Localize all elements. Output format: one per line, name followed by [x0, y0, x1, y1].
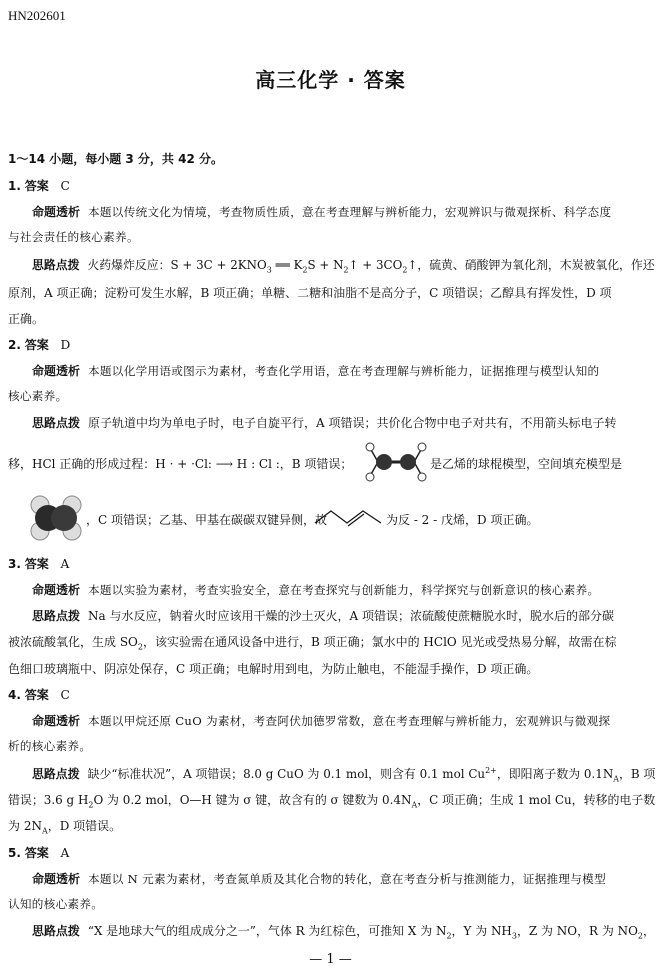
page-title: 高三化学 · 答案 — [255, 68, 406, 92]
q5-analysis-cont: 认知的核心素养。 — [8, 897, 104, 911]
q4-hint-line2: 错误；3.6 g $H_2O$ 为 0.2 mol，O—H 键为 σ 键，故含有的 σ 键数为 $0.4N_A$，C 项正确；生成 1 mol Cu，转移的电子数 — [8, 793, 656, 810]
q5-answer: 5. 答案 A — [8, 846, 70, 860]
q1-hint: 思路点拨 火药爆炸反应：$S + 3C + 2KNO_3$ ══ $K_2S$ + $N_2↑$ + $3CO_2↑$，硫黄、硝酸钾为氧化剂，木炭被氧化，作还 — [32, 258, 655, 275]
paper-code: HN202601 — [8, 8, 66, 23]
ethylene-ball-stick-model — [364, 440, 428, 484]
q4-analysis-cont: 析的核心素养。 — [8, 739, 92, 753]
q3-hint-line2: 被浓硫酸氧化，生成 $SO_2$，该实验需在通风设备中进行，B 项正确；氯水中的 HClO 见光或受热易分解，故需在棕 — [8, 635, 617, 652]
q3-hint-line3: 色细口玻璃瓶中、阴凉处保存，C 项正确；电解时用到电，为防止触电，不能湿手操作，D 项正确。 — [8, 662, 539, 676]
q2-hint-line2b: 是乙烯的球棍模型，空间填充模型是 — [430, 457, 623, 471]
q2-answer: 2. 答案 D — [8, 338, 71, 352]
q1-answer: 1. 答案 C — [8, 179, 70, 193]
q4-hint-line3: 为 $2N_A$，D 项错误。 — [8, 819, 122, 836]
q2-hint-line3a: ，C 项错误；乙基、甲基在碳碳双键异侧，故 — [86, 513, 327, 527]
q2-analysis: 命题透析 本题以化学用语或图示为素材，考查化学用语，意在考查理解与辨析能力，证据推理与模型认知的 — [32, 364, 600, 378]
q5-analysis: 命题透析 本题以 N 元素为素材，考查氮单质及其化合物的转化，意在考查分析与推测能力，证据推理与模型 — [32, 872, 606, 886]
q3-answer: 3. 答案 A — [8, 557, 70, 571]
ethylene-space-filling-model — [28, 493, 84, 543]
q1-analysis: 命题透析 本题以传统文化为情境，考查物质性质，意在考查理解与辨析能力，宏观辨识与微观探析、科学态度 — [32, 205, 612, 219]
q2-hint: 思路点拨 原子轨道中均为单电子时，电子自旋平行，A 项错误；共价化合物中电子对共有，不用箭头标电子转 — [32, 416, 617, 430]
q1-hint-line3: 正确。 — [8, 312, 45, 326]
q4-analysis: 命题透析 本题以甲烷还原 CuO 为素材，考查阿伏加德罗常数，意在考查理解与辨析能力，宏观辨识与微观探 — [32, 714, 611, 728]
q4-hint: 思路点拨 缺少“标准状况”，A 项错误；8.0 g CuO 为 0.1 mol，则含有 0.1 mol $Cu^{2+}$，即阳离子数为 $0.1N_A$，B 项 — [32, 766, 656, 784]
q3-hint: 思路点拨 Na 与水反应，钠着火时应该用干燥的沙土灭火，A 项错误；浓硫酸使蔗糖脱水时，脱水后的部分碳 — [32, 609, 614, 623]
page-number: — 1 — — [309, 952, 352, 967]
intro-text: 1～14 小题，每小题 3 分，共 42 分。 — [8, 152, 223, 166]
q5-hint: 思路点拨 “X 是地球大气的组成成分之一”，气体 R 为红棕色，可推知 X 为 $N_2$，Y 为 $NH_3$，Z 为 NO，R 为 $NO_2$， — [32, 924, 655, 941]
q2-hint-line3b: 为反 - 2 - 戊烯，D 项正确。 — [386, 513, 539, 527]
q2-hint-line2: 移，HCl 正确的形成过程：H · + ·Cl: ⟶ H : Cl :，B 项错误； — [8, 457, 353, 471]
q3-analysis: 命题透析 本题以实验为素材，考查实验安全，意在考查探究与创新能力，科学探究与创新意识的核心素养。 — [32, 583, 600, 597]
q1-analysis-cont: 与社会责任的核心素养。 — [8, 230, 139, 244]
q2-analysis-cont: 核心素养。 — [8, 389, 68, 403]
trans-2-pentene-skeletal — [313, 503, 385, 529]
q1-hint-line2: 原剂，A 项正确；淀粉可发生水解，B 项正确；单糖、二糖和油脂不是高分子，C 项错误；乙醇具有挥发性，D 项 — [8, 286, 612, 300]
q4-answer: 4. 答案 C — [8, 688, 70, 702]
